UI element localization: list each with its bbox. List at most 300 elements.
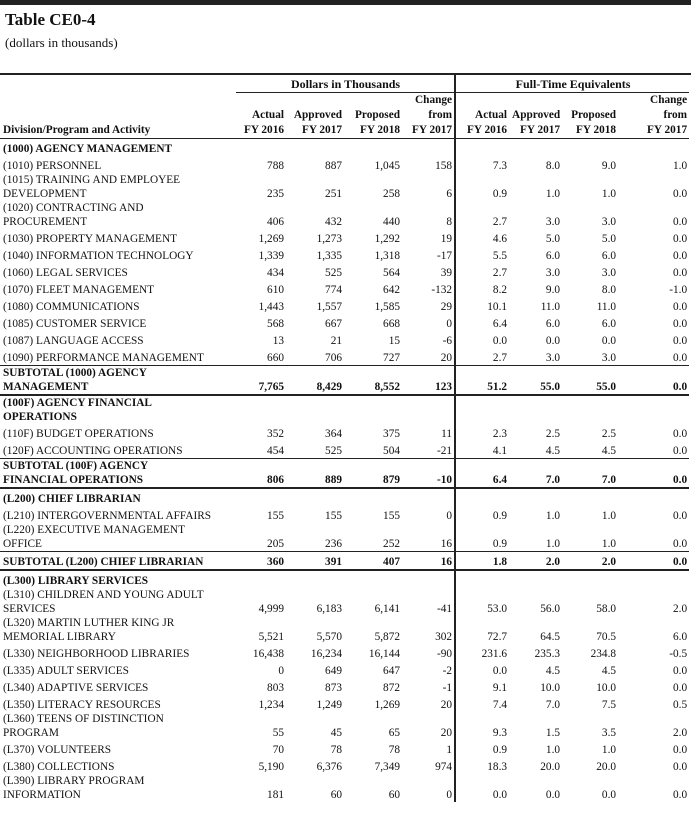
cell-value: 3.0 <box>601 267 617 279</box>
cell-value: 60 <box>388 789 400 801</box>
cell-value: 6.4 <box>455 314 509 331</box>
cell-value: 236 <box>325 538 342 550</box>
column-header-row <box>0 93 689 139</box>
cell-value: 3.5 <box>601 727 617 739</box>
cell-value: 4.5 <box>601 445 617 457</box>
column-header-0: Division/Program and Activity <box>0 93 236 139</box>
cell-value: 774 <box>325 284 342 296</box>
cell-value: 45 <box>330 727 342 739</box>
row-label: (120F) ACCOUNTING OPERATIONS <box>3 445 183 457</box>
cell-value: 5,570 <box>316 631 342 643</box>
cell-value: 0.0 <box>672 233 688 245</box>
cell-value: 9.0 <box>545 284 561 296</box>
table-row <box>0 280 689 297</box>
row-label: (100F) AGENCY FINANCIAL OPERATIONS <box>3 397 152 423</box>
cell-value: 29 <box>440 301 453 313</box>
cell-value: 0.0 <box>672 510 688 522</box>
cell-value: 1.0 <box>601 744 617 756</box>
cell-value: 879 <box>344 459 402 489</box>
table-row <box>0 297 689 314</box>
cell-value: -21 <box>436 445 453 457</box>
cell-value: 1.5 <box>545 727 561 739</box>
row-label: (1015) TRAINING AND EMPLOYEE DEVELOPMENT <box>3 174 181 200</box>
cell-value <box>236 570 286 588</box>
cell-value: 0.0 <box>672 335 688 347</box>
cell-value: 0.0 <box>601 789 617 801</box>
table-row <box>0 156 689 173</box>
cell-value: 7,349 <box>374 761 400 773</box>
cell-value: 1.0 <box>601 188 617 200</box>
cell-value: 10.1 <box>455 297 509 314</box>
cell-value <box>455 395 509 424</box>
table-row <box>0 348 689 366</box>
cell-value: 2.5 <box>601 428 617 440</box>
table-row <box>0 314 689 331</box>
cell-value <box>286 395 344 424</box>
cell-value: 16,234 <box>310 648 342 660</box>
cell-value: 660 <box>267 352 284 364</box>
cell-value: 1,318 <box>374 250 400 262</box>
cell-value <box>562 139 618 157</box>
row-label: (1020) CONTRACTING AND PROCUREMENT <box>3 202 144 228</box>
row-label: (1010) PERSONNEL <box>3 160 102 172</box>
cell-value: 1,249 <box>316 699 342 711</box>
cell-value <box>455 139 509 157</box>
cell-value: 0.5 <box>672 699 688 711</box>
cell-value: 78 <box>330 744 342 756</box>
cell-value: 18.3 <box>455 757 509 774</box>
cell-value: 0.0 <box>672 301 688 313</box>
cell-value: 0.0 <box>672 428 688 440</box>
cell-value: 55.0 <box>562 366 618 396</box>
row-label: (L360) TEENS OF DISTINCTION PROGRAM <box>3 713 164 739</box>
row-label: (1085) CUSTOMER SERVICE <box>3 318 147 330</box>
cell-value: 3.0 <box>545 216 561 228</box>
cell-value: 0.0 <box>672 267 688 279</box>
cell-value: 155 <box>267 510 284 522</box>
cell-value: 51.2 <box>455 366 509 396</box>
cell-value: 78 <box>388 744 400 756</box>
top-rule <box>0 0 691 5</box>
cell-value: 16,144 <box>368 648 400 660</box>
cell-value: 610 <box>267 284 284 296</box>
cell-value: 7.4 <box>455 695 509 712</box>
cell-value: 434 <box>267 267 284 279</box>
table-title: Table CE0-4 <box>5 10 96 29</box>
cell-value: 1,045 <box>374 160 400 172</box>
cell-value <box>236 488 286 506</box>
cell-value: 6.0 <box>672 631 688 643</box>
cell-value <box>562 570 618 588</box>
cell-value <box>286 139 344 157</box>
cell-value: 0.9 <box>455 740 509 757</box>
row-label: (L335) ADULT SERVICES <box>3 665 129 677</box>
cell-value: 0.0 <box>545 335 561 347</box>
cell-value: 0.0 <box>455 661 509 678</box>
table-row <box>0 173 689 201</box>
cell-value: 205 <box>267 538 284 550</box>
cell-value: 667 <box>325 318 342 330</box>
table-subtitle: (dollars in thousands) <box>5 35 118 50</box>
row-label: (1030) PROPERTY MANAGEMENT <box>3 233 178 245</box>
cell-value: 3.0 <box>601 352 617 364</box>
cell-value: 5,872 <box>374 631 400 643</box>
cell-value: 1 <box>446 744 453 756</box>
cell-value: 6.0 <box>601 318 617 330</box>
cell-value: 1.0 <box>601 510 617 522</box>
cell-value: 1.0 <box>545 510 561 522</box>
cell-value <box>618 395 689 424</box>
cell-value: 4.5 <box>601 665 617 677</box>
cell-value: 155 <box>383 510 400 522</box>
table-row <box>0 695 689 712</box>
cell-value: 1,335 <box>316 250 342 262</box>
cell-value: 1,339 <box>258 250 284 262</box>
cell-value: 7,765 <box>236 366 286 396</box>
cell-value: 5,521 <box>258 631 284 643</box>
cell-value <box>562 395 618 424</box>
cell-value: 1,234 <box>258 699 284 711</box>
cell-value: 352 <box>267 428 284 440</box>
row-label: (L310) CHILDREN AND YOUNG ADULT SERVICES <box>3 589 204 615</box>
cell-value: 0.9 <box>455 506 509 523</box>
cell-value: 0.0 <box>618 459 689 489</box>
cell-value <box>509 395 562 424</box>
column-header-3: Proposed FY 2018 <box>344 93 402 139</box>
row-label: (110F) BUDGET OPERATIONS <box>3 428 154 440</box>
cell-value: 440 <box>383 216 400 228</box>
cell-value: 525 <box>325 267 342 279</box>
cell-value: 11 <box>441 428 453 440</box>
cell-value: 873 <box>325 682 342 694</box>
cell-value: 887 <box>325 160 342 172</box>
cell-value: -41 <box>436 603 453 615</box>
cell-value <box>618 139 689 157</box>
cell-value: -132 <box>431 284 453 296</box>
row-label: (L220) EXECUTIVE MANAGEMENT OFFICE <box>3 524 185 550</box>
cell-value: 0.9 <box>455 173 509 201</box>
cell-value: 2.0 <box>672 603 688 615</box>
cell-value: -17 <box>436 250 453 262</box>
cell-value: 0 <box>446 789 453 801</box>
column-header-4: Change from FY 2017 <box>402 93 455 139</box>
cell-value: 3.0 <box>601 216 617 228</box>
cell-value: 806 <box>236 459 286 489</box>
cell-value <box>344 570 402 588</box>
cell-value: 10.0 <box>540 682 561 694</box>
row-label: (L380) COLLECTIONS <box>3 761 115 773</box>
cell-value <box>562 488 618 506</box>
cell-value: 1.0 <box>601 538 617 550</box>
cell-value: 803 <box>267 682 284 694</box>
cell-value: -2 <box>442 665 453 677</box>
cell-value <box>402 139 455 157</box>
cell-value: 0.0 <box>672 352 688 364</box>
cell-value: 70.5 <box>596 631 617 643</box>
cell-value: 1.8 <box>455 552 509 571</box>
cell-value <box>236 139 286 157</box>
table-row <box>0 712 689 740</box>
cell-value: 8,552 <box>344 366 402 396</box>
cell-value: 2.7 <box>455 348 509 366</box>
cell-value: 20 <box>440 727 453 739</box>
cell-value: 0 <box>446 318 453 330</box>
row-label: (L370) VOLUNTEERS <box>3 744 112 756</box>
cell-value: 525 <box>325 445 342 457</box>
row-label: (1000) AGENCY MANAGEMENT <box>3 143 173 155</box>
column-header-2: Approved FY 2017 <box>286 93 344 139</box>
section-row <box>0 395 689 424</box>
cell-value: 9.0 <box>601 160 617 172</box>
cell-value: 1.0 <box>545 538 561 550</box>
cell-value: 647 <box>383 665 400 677</box>
table-row <box>0 441 689 459</box>
cell-value: 20 <box>440 352 453 364</box>
cell-value: 2.0 <box>562 552 618 571</box>
cell-value: 0.0 <box>545 789 561 801</box>
cell-value <box>402 395 455 424</box>
subtotal-row <box>0 366 689 396</box>
cell-value: 0.9 <box>455 523 509 552</box>
cell-value <box>286 570 344 588</box>
subtotal-row <box>0 552 689 571</box>
cell-value: 13 <box>272 335 284 347</box>
row-label: SUBTOTAL (L200) CHIEF LIBRARIAN <box>0 552 236 571</box>
cell-value: -0.5 <box>669 648 688 660</box>
cell-value: 251 <box>325 188 342 200</box>
cell-value: 235 <box>267 188 284 200</box>
cell-value: 20.0 <box>596 761 617 773</box>
cell-value: 16 <box>440 538 453 550</box>
column-header-7: Proposed FY 2018 <box>562 93 618 139</box>
cell-value <box>236 395 286 424</box>
cell-value: 302 <box>435 631 453 643</box>
column-header-6: Approved FY 2017 <box>509 93 562 139</box>
cell-value: 6 <box>446 188 453 200</box>
cell-value: 235.3 <box>534 648 561 660</box>
cell-value: 568 <box>267 318 284 330</box>
column-header-8: Change from FY 2017 <box>618 93 689 139</box>
cell-value: 6.0 <box>545 318 561 330</box>
table-row <box>0 644 689 661</box>
cell-value: 58.0 <box>596 603 617 615</box>
row-label: (1090) PERFORMANCE MANAGEMENT <box>3 352 204 364</box>
cell-value: 39 <box>440 267 453 279</box>
budget-table <box>0 75 689 802</box>
column-header-1: Actual FY 2016 <box>236 93 286 139</box>
cell-value: -6 <box>442 335 453 347</box>
table-row <box>0 757 689 774</box>
row-label: (L300) LIBRARY SERVICES <box>3 575 149 587</box>
cell-value: 8.0 <box>545 160 561 172</box>
cell-value: 155 <box>325 510 342 522</box>
cell-value: 4.1 <box>455 441 509 459</box>
cell-value: 8.2 <box>455 280 509 297</box>
cell-value <box>402 488 455 506</box>
table-row <box>0 740 689 757</box>
cell-value: 9.1 <box>455 678 509 695</box>
cell-value <box>509 488 562 506</box>
cell-value: 0.0 <box>672 318 688 330</box>
section-row <box>0 570 689 588</box>
cell-value: 2.7 <box>455 201 509 229</box>
cell-value: 20.0 <box>540 761 561 773</box>
cell-value: 0.0 <box>672 665 688 677</box>
cell-value: 1,585 <box>374 301 400 313</box>
cell-value: 0.0 <box>672 761 688 773</box>
cell-value: 10.0 <box>596 682 617 694</box>
section-row <box>0 139 689 157</box>
row-label: SUBTOTAL (1000) AGENCY MANAGEMENT <box>0 366 236 396</box>
row-label: (L330) NEIGHBORHOOD LIBRARIES <box>3 648 190 660</box>
cell-value: 19 <box>440 233 453 245</box>
column-header-5: Actual FY 2016 <box>455 93 509 139</box>
cell-value: 1,443 <box>258 301 284 313</box>
table-row <box>0 263 689 280</box>
cell-value <box>344 395 402 424</box>
cell-value: 6.0 <box>545 250 561 262</box>
row-label: (L350) LITERACY RESOURCES <box>3 699 161 711</box>
section-row <box>0 488 689 506</box>
table-row <box>0 616 689 644</box>
cell-value: 3.0 <box>545 352 561 364</box>
cell-value: 974 <box>435 761 453 773</box>
cell-value: 375 <box>383 428 400 440</box>
cell-value: 504 <box>383 445 400 457</box>
cell-value: 0.0 <box>672 188 688 200</box>
cell-value: 65 <box>388 727 400 739</box>
cell-value: 0 <box>278 665 284 677</box>
cell-value: 60 <box>330 789 342 801</box>
cell-value: 7.0 <box>562 459 618 489</box>
cell-value: 564 <box>383 267 400 279</box>
cell-value: 1,273 <box>316 233 342 245</box>
table-row <box>0 506 689 523</box>
cell-value: 1.0 <box>545 188 561 200</box>
cell-value: 5.5 <box>455 246 509 263</box>
cell-value <box>618 488 689 506</box>
group-header-fte: Full-Time Equivalents <box>455 75 689 93</box>
cell-value: 53.0 <box>455 588 509 616</box>
table-row <box>0 246 689 263</box>
cell-value: 0.0 <box>672 445 688 457</box>
cell-value: 158 <box>435 160 453 172</box>
cell-value: 0.0 <box>672 682 688 694</box>
cell-value: 11.0 <box>596 301 617 313</box>
cell-value <box>286 488 344 506</box>
cell-value: -1 <box>442 682 453 694</box>
cell-value: 0.0 <box>672 744 688 756</box>
cell-value: 1,557 <box>316 301 342 313</box>
group-header-blank <box>0 75 236 93</box>
cell-value: 70 <box>272 744 284 756</box>
cell-value: 16 <box>402 552 455 571</box>
cell-value: 2.0 <box>672 727 688 739</box>
cell-value: 649 <box>325 665 342 677</box>
cell-value <box>402 570 455 588</box>
cell-value: 1,269 <box>258 233 284 245</box>
cell-value: 706 <box>325 352 342 364</box>
cell-value: 4.6 <box>455 229 509 246</box>
cell-value: 55.0 <box>509 366 562 396</box>
cell-value: 16,438 <box>252 648 284 660</box>
cell-value: 4.5 <box>545 665 561 677</box>
cell-value: 788 <box>267 160 284 172</box>
cell-value: 6.4 <box>455 459 509 489</box>
cell-value <box>509 139 562 157</box>
cell-value: 1.0 <box>545 744 561 756</box>
cell-value: 432 <box>325 216 342 228</box>
cell-value: 72.7 <box>455 616 509 644</box>
cell-value: 3.0 <box>545 267 561 279</box>
cell-value: 642 <box>383 284 400 296</box>
cell-value: -10 <box>402 459 455 489</box>
table-row <box>0 661 689 678</box>
cell-value: 56.0 <box>540 603 561 615</box>
cell-value: 4,999 <box>258 603 284 615</box>
cell-value: 406 <box>267 216 284 228</box>
row-label: (L210) INTERGOVERNMENTAL AFFAIRS <box>3 510 212 522</box>
row-label: (1070) FLEET MANAGEMENT <box>3 284 155 296</box>
row-label: (L390) LIBRARY PROGRAM INFORMATION <box>3 775 145 801</box>
cell-value: 0.0 <box>601 335 617 347</box>
cell-value: 0.0 <box>672 538 688 550</box>
cell-value: 2.5 <box>545 428 561 440</box>
cell-value: 8,429 <box>286 366 344 396</box>
cell-value: 1.0 <box>672 160 688 172</box>
cell-value: 872 <box>383 682 400 694</box>
cell-value: 6,183 <box>316 603 342 615</box>
cell-value: 0.0 <box>455 774 509 802</box>
cell-value: 0 <box>446 510 453 522</box>
cell-value <box>509 570 562 588</box>
cell-value: 364 <box>325 428 342 440</box>
cell-value: 234.8 <box>590 648 617 660</box>
cell-value: 7.5 <box>601 699 617 711</box>
cell-value: 668 <box>383 318 400 330</box>
cell-value: -1.0 <box>669 284 688 296</box>
cell-value: 7.3 <box>455 156 509 173</box>
group-header-dollars: Dollars in Thousands <box>236 75 455 93</box>
row-label: (1040) INFORMATION TECHNOLOGY <box>3 250 194 262</box>
cell-value <box>455 570 509 588</box>
cell-value: 8 <box>446 216 453 228</box>
cell-value: 15 <box>388 335 400 347</box>
cell-value: 123 <box>402 366 455 396</box>
cell-value: 0.0 <box>672 216 688 228</box>
table-row <box>0 678 689 695</box>
cell-value: 2.7 <box>455 263 509 280</box>
cell-value: 9.3 <box>455 712 509 740</box>
cell-value: 0.0 <box>618 366 689 396</box>
cell-value: 0.0 <box>672 789 688 801</box>
cell-value <box>455 488 509 506</box>
cell-value: 407 <box>344 552 402 571</box>
cell-value: 5.0 <box>545 233 561 245</box>
row-label: SUBTOTAL (100F) AGENCY FINANCIAL OPERATIONS <box>0 459 236 489</box>
cell-value: 2.3 <box>455 424 509 441</box>
table-row <box>0 331 689 348</box>
table-row <box>0 523 689 552</box>
cell-value: 231.6 <box>455 644 509 661</box>
cell-value: 391 <box>286 552 344 571</box>
table-body <box>0 139 689 803</box>
row-label: (1087) LANGUAGE ACCESS <box>3 335 144 347</box>
cell-value: 55 <box>272 727 284 739</box>
cell-value: 64.5 <box>540 631 561 643</box>
row-label: (L320) MARTIN LUTHER KING JR MEMORIAL LIBRARY <box>3 617 175 643</box>
subtotal-row <box>0 459 689 489</box>
